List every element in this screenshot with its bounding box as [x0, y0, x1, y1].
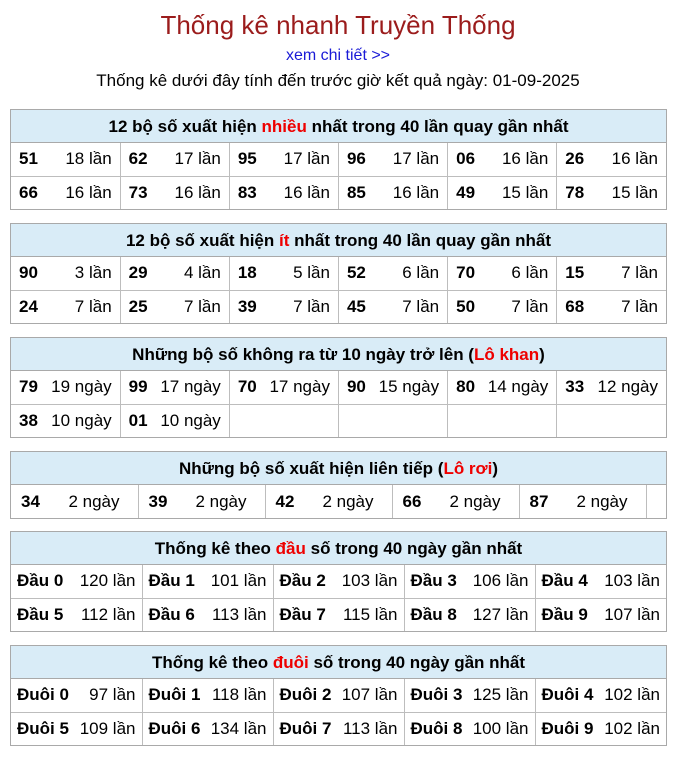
- stat-number: 29: [128, 263, 148, 283]
- stat-count: 102 lần: [604, 685, 660, 705]
- section-title-text: số trong 40 ngày gần nhất: [305, 539, 523, 558]
- stat-count: 2 ngày: [449, 491, 501, 511]
- stat-number: 70: [237, 377, 257, 397]
- table-row: [11, 679, 666, 712]
- stat-number: Đuôi 2: [279, 685, 332, 705]
- stat-cell: [404, 679, 535, 712]
- stat-count: 7 lần: [74, 296, 112, 316]
- stat-cell: [557, 371, 666, 404]
- stat-count: 101 lần: [210, 571, 267, 591]
- stat-cell: [229, 143, 338, 176]
- section-title-text: ): [492, 459, 499, 478]
- least-frequent-section: [10, 223, 667, 324]
- stat-cell: [11, 565, 142, 598]
- stat-cell: [448, 371, 557, 404]
- stat-cell: [11, 712, 142, 745]
- stat-number: Đuôi 3: [410, 685, 463, 705]
- table-row: [11, 712, 666, 745]
- stat-number: 24: [19, 296, 38, 316]
- stat-count: 17 lần: [283, 149, 330, 169]
- stat-cell: [448, 404, 557, 437]
- stat-count: 97 lần: [89, 685, 136, 705]
- stat-count: 6 lần: [511, 263, 549, 283]
- stat-number: 34: [21, 491, 40, 511]
- stat-number: 33: [565, 377, 585, 397]
- table-row: [11, 290, 666, 323]
- stat-count: 6 lần: [402, 263, 440, 283]
- stat-number: 18: [237, 263, 257, 283]
- section-title-highlight: đuôi: [272, 653, 309, 672]
- stat-count: 16 lần: [611, 149, 658, 169]
- stat-number: Đầu 1: [148, 571, 195, 591]
- table-row: [11, 565, 666, 598]
- table-row: [11, 176, 666, 209]
- stat-count: 7 lần: [511, 296, 549, 316]
- stat-cell: [229, 290, 338, 323]
- stat-number: 78: [565, 182, 585, 202]
- section-title-text: 12 bộ số xuất hiện: [108, 117, 262, 136]
- stat-cell: [338, 371, 447, 404]
- section-title-highlight: Lô rơi: [443, 459, 493, 478]
- stat-cell: [11, 371, 120, 404]
- stat-number: 99: [128, 377, 148, 397]
- stat-number: 87: [529, 491, 549, 511]
- stat-cell: [120, 176, 229, 209]
- stat-cell: [557, 290, 666, 323]
- stat-cell: [120, 404, 229, 437]
- most-frequent-section: [10, 109, 667, 210]
- stat-count: 7 lần: [621, 296, 658, 316]
- stat-count: 17 lần: [174, 149, 221, 169]
- table-row: [11, 598, 666, 631]
- stat-count: 17 ngày: [160, 377, 221, 397]
- table-row: [11, 371, 666, 404]
- stat-number: 01: [128, 410, 148, 430]
- stat-count: 115 lần: [342, 604, 398, 624]
- stat-cell: [557, 404, 666, 437]
- stats-table: [11, 143, 666, 209]
- stat-count: 107 lần: [341, 685, 398, 705]
- stat-number: 95: [237, 149, 257, 169]
- section-title: [11, 338, 666, 371]
- section-title-text: số trong 40 ngày gần nhất: [308, 653, 526, 672]
- stat-number: Đầu 4: [541, 571, 588, 591]
- stat-count: 112 lần: [80, 604, 136, 624]
- stat-cell: [404, 565, 535, 598]
- stat-cell: [229, 404, 338, 437]
- stat-count: 16 lần: [65, 182, 112, 202]
- section-title-text: Thống kê theo: [151, 653, 273, 672]
- stat-cell: [142, 679, 273, 712]
- stat-cell: [142, 565, 273, 598]
- stat-cell: [404, 598, 535, 631]
- stat-count: 109 lần: [79, 718, 136, 738]
- stat-number: 26: [565, 149, 585, 169]
- stat-cell: [120, 143, 229, 176]
- stat-cell: [120, 371, 229, 404]
- stat-number: Đuôi 9: [541, 718, 594, 738]
- section-title-highlight: Lô khan: [473, 345, 540, 364]
- section-title-text: Những bộ số xuất hiện liên tiếp (: [178, 459, 444, 478]
- stat-number: 39: [237, 296, 257, 316]
- dau-stats-section: [10, 531, 667, 632]
- stat-cell: [142, 598, 273, 631]
- stat-count: 134 lần: [210, 718, 267, 738]
- stat-count: 10 ngày: [160, 410, 221, 430]
- stat-cell: [557, 143, 666, 176]
- stat-cell: [11, 176, 120, 209]
- stat-count: 107 lần: [604, 604, 660, 624]
- stat-count: 19 ngày: [51, 377, 112, 397]
- stat-number: Đuôi 0: [17, 685, 69, 705]
- stat-count: 15 lần: [501, 182, 549, 202]
- stat-count: 16 lần: [174, 182, 221, 202]
- stat-cell: [557, 257, 666, 290]
- stats-table: [11, 371, 666, 437]
- stat-number: 51: [19, 149, 38, 169]
- stat-number: 80: [456, 377, 476, 397]
- lo-roi-section: [10, 451, 667, 519]
- stats-table: [11, 485, 666, 518]
- stat-count: 125 lần: [472, 685, 529, 705]
- page-subtitle: Thống kê dưới đây tính đến trước giờ kết quả ngày: 01-09-2025: [96, 71, 580, 90]
- stat-count: 7 lần: [183, 296, 221, 316]
- stat-number: Đầu 5: [17, 604, 64, 624]
- stat-count: 120 lần: [79, 571, 136, 591]
- stat-count: 16 lần: [283, 182, 330, 202]
- stat-number: 83: [237, 182, 257, 202]
- stat-number: 68: [565, 296, 585, 316]
- stat-number: 70: [456, 263, 476, 283]
- stat-count: 14 ngày: [487, 377, 549, 397]
- stat-count: 5 lần: [293, 263, 330, 283]
- section-title: [11, 110, 666, 143]
- table-row: [11, 143, 666, 176]
- stat-number: Đầu 0: [17, 571, 64, 591]
- stat-number: 73: [128, 182, 148, 202]
- stat-cell: [11, 679, 142, 712]
- stat-count: 7 lần: [293, 296, 330, 316]
- stat-number: 15: [565, 263, 585, 283]
- stat-cell: [229, 371, 338, 404]
- stat-count: 17 ngày: [269, 377, 330, 397]
- stat-number: 50: [456, 296, 476, 316]
- table-row: [11, 257, 666, 290]
- stat-cell: [11, 404, 120, 437]
- stat-cell: [448, 176, 557, 209]
- stat-count: 102 lần: [604, 718, 660, 738]
- stat-number: 62: [128, 149, 148, 169]
- stat-count: 106 lần: [472, 571, 529, 591]
- stat-number: 66: [19, 182, 38, 202]
- stat-cell: [120, 290, 229, 323]
- stat-number: Đầu 3: [410, 571, 457, 591]
- stat-count: 118 lần: [211, 685, 267, 705]
- stats-table: [11, 679, 666, 745]
- section-title: [11, 452, 666, 485]
- stat-count: 18 lần: [65, 149, 112, 169]
- stat-count: 103 lần: [604, 571, 660, 591]
- section-title-text: 12 bộ số xuất hiện: [125, 231, 279, 250]
- stat-number: 06: [456, 149, 476, 169]
- stat-cell: [120, 257, 229, 290]
- stat-number: 39: [148, 491, 168, 511]
- stat-cell: [142, 712, 273, 745]
- stat-cell: [404, 712, 535, 745]
- section-title-text: ): [539, 345, 545, 364]
- page-title: Thống kê nhanh Truyền Thống: [160, 10, 516, 40]
- table-row: [11, 485, 666, 518]
- stat-cell: [273, 565, 404, 598]
- stat-number: 96: [346, 149, 366, 169]
- stat-number: 45: [346, 296, 366, 316]
- stat-count: 2 ngày: [68, 491, 120, 511]
- stat-cell: [338, 143, 447, 176]
- stat-cell: [338, 176, 447, 209]
- stat-cell: [535, 712, 666, 745]
- stat-count: 16 lần: [501, 149, 549, 169]
- stat-number: Đầu 6: [148, 604, 195, 624]
- stat-number: 52: [346, 263, 366, 283]
- stat-count: 3 lần: [74, 263, 112, 283]
- stat-count: 12 ngày: [597, 377, 658, 397]
- section-title-highlight: nhiều: [261, 117, 307, 136]
- stat-count: 17 lần: [392, 149, 440, 169]
- section-title: [11, 646, 666, 679]
- stat-count: 7 lần: [402, 296, 440, 316]
- stat-cell: [265, 485, 392, 518]
- stat-count: 10 ngày: [51, 410, 112, 430]
- stat-cell: [519, 485, 646, 518]
- stat-cell: [229, 257, 338, 290]
- stat-count: 113 lần: [342, 718, 398, 738]
- stat-number: 85: [346, 182, 366, 202]
- section-title-text: nhất trong 40 lần quay gần nhất: [289, 231, 552, 250]
- section-title-text: nhất trong 40 lần quay gần nhất: [306, 117, 569, 136]
- stat-number: 25: [128, 296, 148, 316]
- stat-count: 2 ngày: [195, 491, 247, 511]
- stat-number: 90: [346, 377, 366, 397]
- stat-count: 100 lần: [472, 718, 529, 738]
- stat-number: 79: [19, 377, 38, 397]
- lo-khan-section: [10, 337, 667, 438]
- section-title-text: Những bộ số không ra từ 10 ngày trở lên (: [132, 345, 474, 364]
- section-title-text: Thống kê theo: [154, 539, 276, 558]
- stat-count: 16 lần: [392, 182, 440, 202]
- stat-number: Đầu 2: [279, 571, 326, 591]
- stat-cell: [448, 257, 557, 290]
- stat-count: 15 lần: [611, 182, 658, 202]
- stat-cell: [338, 257, 447, 290]
- stat-number: Đầu 9: [541, 604, 588, 624]
- stat-number: Đuôi 7: [279, 718, 332, 738]
- stat-cell: [392, 485, 519, 518]
- section-title-highlight: ít: [279, 231, 290, 250]
- stat-count: 4 lần: [183, 263, 221, 283]
- stat-count: 15 ngày: [378, 377, 440, 397]
- stat-count: 2 ngày: [322, 491, 374, 511]
- stat-cell: [646, 485, 666, 518]
- stat-count: 113 lần: [211, 604, 267, 624]
- stat-cell: [338, 290, 447, 323]
- stat-count: 127 lần: [472, 604, 529, 624]
- section-title: [11, 532, 666, 565]
- stat-cell: [11, 143, 120, 176]
- stat-cell: [11, 257, 120, 290]
- stat-number: 66: [402, 491, 422, 511]
- stat-cell: [273, 712, 404, 745]
- stat-cell: [11, 598, 142, 631]
- stat-count: 7 lần: [621, 263, 658, 283]
- stats-table: [11, 257, 666, 323]
- stat-number: Đuôi 6: [148, 718, 201, 738]
- stat-cell: [557, 176, 666, 209]
- stat-cell: [273, 679, 404, 712]
- stat-number: Đuôi 1: [148, 685, 201, 705]
- stat-cell: [11, 485, 138, 518]
- stat-cell: [273, 598, 404, 631]
- stat-count: 103 lần: [341, 571, 398, 591]
- page-header: [0, 10, 676, 92]
- stat-number: Đuôi 8: [410, 718, 463, 738]
- duoi-stats-section: [10, 645, 667, 746]
- stat-cell: [448, 143, 557, 176]
- stat-cell: [11, 290, 120, 323]
- stat-number: Đầu 8: [410, 604, 457, 624]
- stat-cell: [535, 598, 666, 631]
- stat-cell: [138, 485, 265, 518]
- stat-number: Đuôi 5: [17, 718, 69, 738]
- stat-count: 2 ngày: [576, 491, 628, 511]
- stat-number: Đuôi 4: [541, 685, 594, 705]
- section-title: [11, 224, 666, 257]
- stat-number: 38: [19, 410, 38, 430]
- section-title-highlight: đầu: [275, 539, 306, 558]
- stat-number: Đầu 7: [279, 604, 326, 624]
- stat-cell: [535, 565, 666, 598]
- stat-cell: [338, 404, 447, 437]
- stat-number: 90: [19, 263, 38, 283]
- stat-cell: [448, 290, 557, 323]
- stat-cell: [229, 176, 338, 209]
- stats-table: [11, 565, 666, 631]
- table-row: [11, 404, 666, 437]
- stat-cell: [535, 679, 666, 712]
- stat-number: 49: [456, 182, 476, 202]
- stat-number: 42: [275, 491, 295, 511]
- view-details-link[interactable]: xem chi tiết >>: [285, 47, 391, 64]
